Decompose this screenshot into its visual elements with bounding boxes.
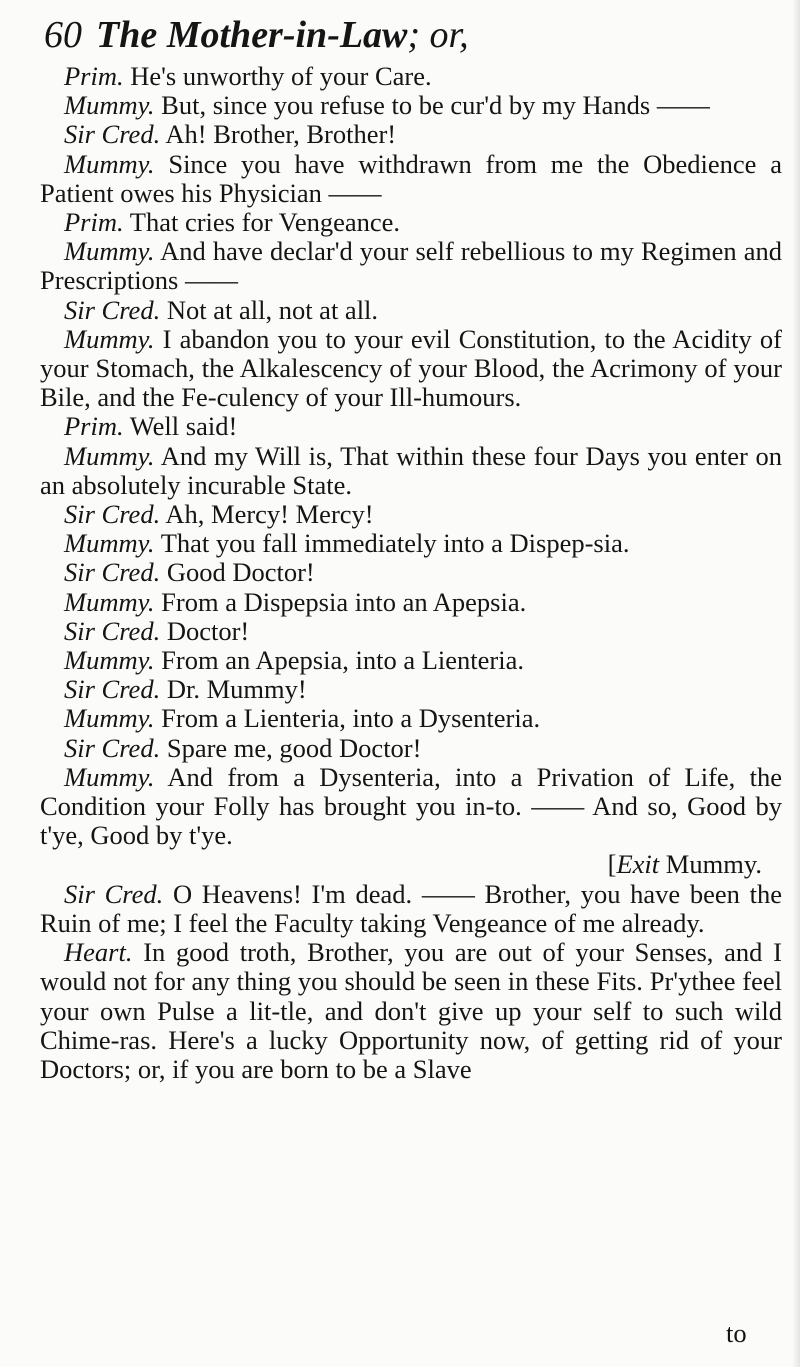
speech-text: From a Lienteria, into a Dysenteria.	[161, 703, 541, 734]
stage-character: Mummy.	[665, 849, 762, 880]
dialogue-line	[40, 208, 782, 237]
dialogue-line	[40, 675, 782, 704]
speaker-name: Mummy.	[64, 90, 155, 121]
dialogue-line	[40, 150, 782, 208]
speech-text: But, since you refuse to be cur'd by my Hands ——	[161, 90, 710, 121]
speech-text: O Heavens! I'm dead. —— Brother, you have been the Ruin of me; I feel the Faculty taking Vengeance of me already.	[40, 878, 782, 938]
speech-text: From an Apepsia, into a Lienteria.	[161, 645, 524, 676]
speech-text: Dr. Mummy!	[166, 674, 307, 705]
speaker-name: Sir Cred.	[64, 119, 161, 150]
speaker-name: Sir Cred.	[64, 878, 164, 909]
speech-text: From a Dispepsia into an Apepsia.	[161, 586, 527, 617]
speaker-name: Prim.	[64, 411, 124, 442]
dialogue-line	[40, 646, 782, 675]
dialogue-line	[40, 880, 782, 938]
dialogue-line	[40, 529, 782, 558]
speaker-name: Mummy.	[64, 645, 155, 676]
speaker-name: Sir Cred.	[64, 615, 161, 646]
speaker-name: Sir Cred.	[64, 557, 161, 588]
speech-text: In good troth, Brother, you are out of your Senses, and I would not for any thing you should be seen in these Fits. Pr'ythee feel your own Pulse a lit-tle, and don't give up your self to such wild Chime-ras. Here's a lucky Opportunity now, of getting rid of your Doctors; or, if you are born to be a Slave	[40, 937, 782, 1084]
speech-text: And have declar'd your self rebellious to my Regimen and Prescriptions ——	[40, 236, 783, 296]
dialogue-line	[40, 442, 782, 500]
stage-bracket: [	[607, 849, 617, 880]
speech-text: Not at all, not at all.	[166, 294, 379, 325]
page-edge-shadow	[792, 0, 800, 1367]
dialogue-line	[40, 763, 782, 851]
speaker-name: Mummy.	[64, 236, 155, 267]
dialogue-line	[40, 500, 782, 529]
speaker-name: Sir Cred.	[64, 499, 161, 530]
speaker-name: Sir Cred.	[64, 732, 161, 763]
dialogue-line	[40, 120, 782, 149]
speech-text: That cries for Vengeance.	[129, 207, 401, 238]
speaker-name: Mummy.	[64, 586, 155, 617]
speaker-name: Mummy.	[64, 528, 155, 559]
speaker-name: Prim.	[64, 61, 124, 91]
dialogue-line	[40, 704, 782, 733]
dialogue-line	[40, 91, 782, 120]
page-number: 60	[44, 14, 82, 56]
speech-text: Doctor!	[166, 615, 250, 646]
speaker-name: Mummy.	[64, 761, 155, 792]
running-title: The Mother-in-Law	[96, 14, 408, 56]
dialogue-line	[40, 734, 782, 763]
speech-text: Spare me, good Doctor!	[166, 732, 422, 763]
speech-text: Ah! Brother, Brother!	[165, 119, 397, 150]
speech-text: And from a Dysenteria, into a Privation of Life, the Condition your Folly has brought you in-to. —— And so, Good by t'ye, Good by t'ye.	[40, 761, 782, 851]
speaker-name: Mummy.	[64, 703, 155, 734]
speaker-name: Sir Cred.	[64, 674, 161, 705]
dialogue-line	[40, 558, 782, 587]
speaker-name: Prim.	[64, 207, 124, 238]
dialogue-text	[40, 62, 782, 1084]
dialogue-line	[40, 938, 782, 1084]
catchword: to	[726, 1318, 747, 1348]
dialogue-line	[40, 325, 782, 413]
dialogue-line	[40, 237, 782, 295]
stage-exit: Exit	[616, 849, 660, 880]
speaker-name: Mummy.	[64, 440, 155, 471]
stage-direction	[40, 850, 782, 879]
speech-text: Good Doctor!	[166, 557, 315, 588]
dialogue-line	[40, 617, 782, 646]
speaker-name: Mummy.	[64, 148, 155, 179]
running-head	[44, 8, 784, 60]
speaker-name: Mummy.	[64, 323, 155, 354]
dialogue-line	[40, 296, 782, 325]
speech-text: And my Will is, That within these four Days you enter on an absolutely incurable State.	[40, 440, 782, 500]
dialogue-line	[40, 588, 782, 617]
speech-text: I abandon you to your evil Constitution, to the Acidity of your Stomach, the Alkalescency of your Blood, the Acrimony of your Bile, and the Fe-culency of your Ill-humours.	[40, 323, 782, 413]
speech-text: That you fall immediately into a Dispep-sia.	[160, 528, 630, 559]
running-title-tail: ; or,	[407, 14, 469, 56]
speech-text: Ah, Mercy! Mercy!	[165, 499, 374, 530]
dialogue-line	[40, 62, 782, 91]
speech-text: He's unworthy of your Care.	[130, 61, 432, 91]
speaker-name: Heart.	[64, 937, 133, 968]
dialogue-line	[40, 412, 782, 441]
speech-text: Well said!	[129, 411, 238, 442]
speech-text: Since you have withdrawn from me the Obedience a Patient owes his Physician ——	[40, 148, 782, 208]
speaker-name: Sir Cred.	[64, 294, 161, 325]
